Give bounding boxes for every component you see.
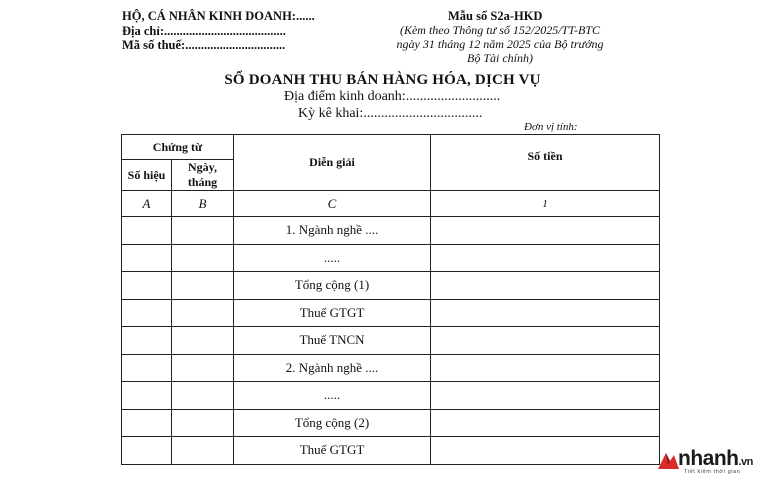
voucher-header: Chứng từ bbox=[122, 135, 234, 160]
revenue-ledger-table bbox=[121, 134, 660, 465]
voucher-number-cell bbox=[122, 382, 172, 410]
amount-cell bbox=[431, 272, 660, 300]
table-row bbox=[122, 299, 660, 327]
watermark-tagline: Tiết kiệm thời gian bbox=[684, 469, 741, 475]
description-cell: ..... bbox=[234, 382, 431, 410]
voucher-number-cell bbox=[122, 244, 172, 272]
description-cell: ..... bbox=[234, 244, 431, 272]
voucher-date-cell bbox=[172, 382, 234, 410]
amount-cell bbox=[431, 244, 660, 272]
form-number: Mẫu số S2a-HKD bbox=[448, 9, 543, 23]
watermark-brand bbox=[678, 447, 753, 471]
voucher-number-cell bbox=[122, 272, 172, 300]
description-cell: Thuế GTGT bbox=[234, 437, 431, 465]
description-cell: 1. Ngành nghề .... bbox=[234, 217, 431, 245]
column-code-a: A bbox=[122, 191, 172, 217]
voucher-number-cell bbox=[122, 354, 172, 382]
description-cell: 2. Ngành nghề .... bbox=[234, 354, 431, 382]
form-reference-line1: (Kèm theo Thông tư số 152/2025/TT-BTC bbox=[399, 23, 600, 37]
voucher-number-cell bbox=[122, 299, 172, 327]
description-cell: Tổng cộng (2) bbox=[234, 409, 431, 437]
table-row bbox=[122, 437, 660, 465]
column-code-b: B bbox=[172, 191, 234, 217]
table-row bbox=[122, 354, 660, 382]
description-cell: Tổng cộng (1) bbox=[234, 272, 431, 300]
table-row bbox=[122, 217, 660, 245]
voucher-date-cell bbox=[172, 299, 234, 327]
table-row bbox=[122, 382, 660, 410]
form-reference-line3: Bộ Tài chính) bbox=[467, 51, 533, 65]
amount-cell bbox=[431, 382, 660, 410]
table-row bbox=[122, 327, 660, 355]
voucher-date-cell bbox=[172, 354, 234, 382]
voucher-date-cell bbox=[172, 437, 234, 465]
amount-cell bbox=[431, 327, 660, 355]
description-cell: Thuế GTGT bbox=[234, 299, 431, 327]
unit-label: Đơn vị tính: bbox=[524, 121, 578, 133]
table-header-row bbox=[122, 135, 660, 160]
voucher-number-cell bbox=[122, 327, 172, 355]
table-row bbox=[122, 272, 660, 300]
column-code-c: C bbox=[234, 191, 431, 217]
voucher-date-cell bbox=[172, 327, 234, 355]
amount-cell bbox=[431, 437, 660, 465]
ledger-body bbox=[122, 217, 660, 465]
table-row bbox=[122, 244, 660, 272]
description-cell: Thuế TNCN bbox=[234, 327, 431, 355]
watermark-tld: .vn bbox=[738, 456, 753, 468]
amount-header: Số tiền bbox=[431, 135, 660, 191]
business-name-label: HỘ, CÁ NHÂN KINH DOANH:...... bbox=[122, 9, 315, 23]
amount-cell bbox=[431, 299, 660, 327]
voucher-number-cell bbox=[122, 409, 172, 437]
voucher-date-cell bbox=[172, 217, 234, 245]
document-title: SỔ DOANH THU BÁN HÀNG HÓA, DỊCH VỤ bbox=[224, 72, 541, 88]
voucher-number-cell bbox=[122, 437, 172, 465]
amount-cell bbox=[431, 217, 660, 245]
form-reference-line2: ngày 31 tháng 12 năm 2025 của Bộ trưởng bbox=[396, 37, 604, 51]
column-code-row bbox=[122, 191, 660, 217]
amount-cell bbox=[431, 354, 660, 382]
table-row bbox=[122, 409, 660, 437]
voucher-number-cell bbox=[122, 217, 172, 245]
voucher-number-header: Số hiệu bbox=[122, 160, 172, 191]
reporting-period: Kỳ kê khai:.................................. bbox=[298, 106, 483, 121]
voucher-date-cell bbox=[172, 272, 234, 300]
description-header: Diễn giải bbox=[234, 135, 431, 191]
address-label: Địa chỉ:....................................... bbox=[122, 24, 286, 38]
voucher-date-cell bbox=[172, 409, 234, 437]
column-code-1: 1 bbox=[431, 191, 660, 217]
business-location: Địa điểm kinh doanh:........................... bbox=[284, 89, 501, 104]
voucher-date-header: Ngày, tháng bbox=[172, 160, 234, 191]
watermark-brand-name: nhanh bbox=[678, 447, 739, 470]
voucher-date-cell bbox=[172, 244, 234, 272]
amount-cell bbox=[431, 409, 660, 437]
tax-code-label: Mã số thuế:................................ bbox=[122, 38, 286, 52]
